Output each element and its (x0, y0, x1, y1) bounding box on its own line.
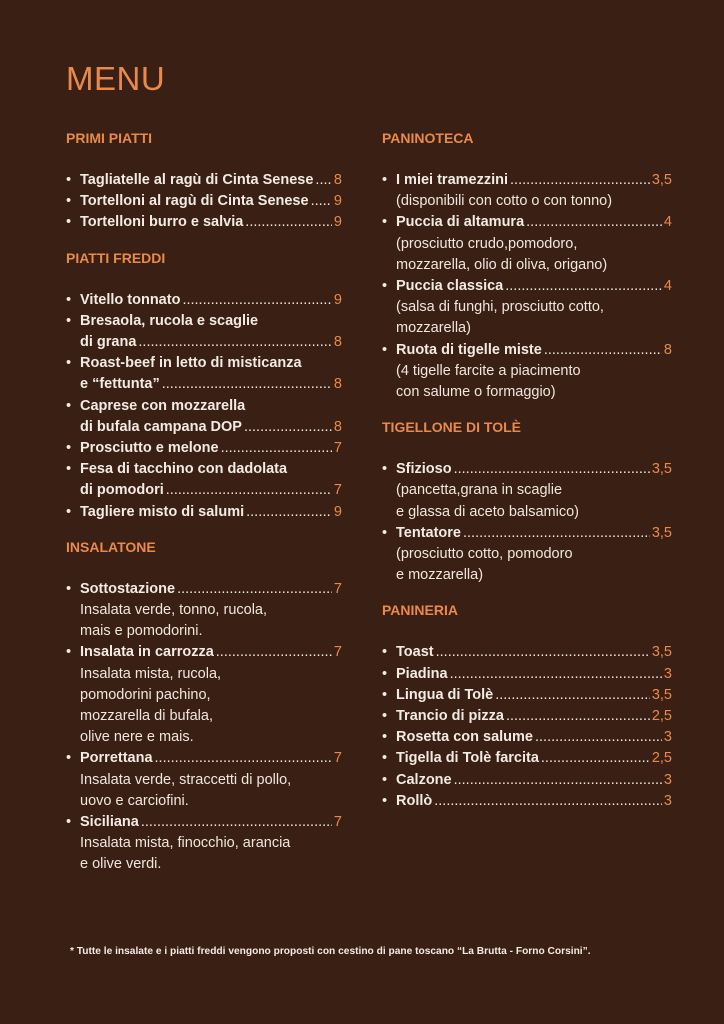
menu-title: MENU (66, 60, 166, 97)
dot-leader (141, 812, 332, 833)
item-name: Prosciutto e melone (80, 440, 219, 457)
item-name: Sottostazione (80, 580, 176, 597)
item-description: (disponibili con cotto o con tonno) (396, 193, 613, 210)
item-row (396, 770, 672, 791)
menu-item (382, 459, 672, 523)
dot-leader (463, 523, 650, 544)
item-name-line: Caprese con mozzarella (80, 397, 246, 414)
item-row (396, 791, 672, 812)
item-row (396, 340, 672, 361)
item-row (80, 438, 342, 459)
item-row (80, 748, 342, 769)
item-description: olive nere e mais. (80, 729, 194, 746)
menu-item (66, 212, 342, 233)
menu-item (382, 170, 672, 212)
dot-leader (454, 459, 650, 480)
menu-item (66, 396, 342, 438)
item-price: 4 (663, 214, 672, 231)
item-name: Tagliatelle al ragù di Cinta Senese (80, 172, 314, 188)
bullet-icon: • (66, 503, 72, 520)
item-name: I miei tramezzini (396, 172, 509, 188)
item-description: (prosciutto cotto, pomodoro (396, 546, 573, 563)
bullet-icon: • (382, 644, 388, 661)
item-name: Tagliere misto di salumi (80, 503, 245, 520)
item-description: e glassa di aceto balsamico) (396, 503, 579, 520)
dot-leader (434, 791, 662, 812)
bullet-icon: • (382, 729, 388, 746)
item-price: 3,5 (651, 524, 672, 541)
item-row (396, 685, 672, 706)
menu-section-piatti-freddi (66, 248, 342, 523)
dot-leader (182, 290, 331, 311)
item-row (396, 748, 672, 769)
item-price: 3 (663, 771, 672, 788)
item-row (80, 374, 342, 395)
item-name: Puccia classica (396, 278, 504, 295)
item-price: 3 (663, 665, 672, 682)
dot-leader (166, 480, 332, 501)
footnote: * Tutte le insalate e i piatti freddi vengono proposti con cestino di pane toscano “La Brutta - Forno Corsini”. (70, 946, 591, 957)
section-heading: PRIMI PIATTI (66, 130, 153, 146)
dot-leader (541, 748, 650, 769)
item-price: 8 (333, 334, 342, 351)
item-description: (prosciutto crudo,pomodoro, (396, 235, 578, 252)
item-price: 7 (333, 750, 342, 767)
dot-leader (526, 212, 662, 233)
item-name: Porrettana (80, 750, 153, 767)
item-row (396, 523, 672, 544)
bullet-icon: • (382, 792, 388, 809)
bullet-icon: • (382, 214, 388, 231)
dot-leader (246, 502, 332, 523)
item-name: e “fettunta” (80, 376, 160, 393)
item-name: Lingua di Tolè (396, 686, 494, 703)
menu-item (66, 459, 342, 501)
menu-item (66, 812, 342, 876)
bullet-icon: • (66, 644, 72, 661)
dot-leader (155, 748, 332, 769)
menu-section-tigellone-di-tole (382, 417, 672, 586)
menu-item (382, 685, 672, 706)
item-price: 7 (333, 644, 342, 661)
item-row (80, 579, 342, 600)
menu-item (66, 311, 342, 353)
bullet-icon: • (66, 193, 72, 210)
dot-leader (216, 642, 332, 663)
menu-item (382, 748, 672, 769)
bullet-icon: • (382, 686, 388, 703)
dot-leader (221, 438, 332, 459)
bullet-icon: • (66, 750, 72, 767)
item-price: 3 (663, 729, 672, 746)
menu-item (66, 642, 342, 748)
item-name: Sfizioso (396, 461, 452, 478)
item-name: di bufala campana DOP (80, 418, 242, 435)
item-price: 7 (333, 440, 342, 457)
right-column (382, 128, 672, 826)
item-price: 7 (333, 814, 342, 831)
item-price: 2,5 (651, 750, 672, 767)
item-price: 8 (333, 172, 342, 188)
item-description: con salume o formaggio) (396, 384, 556, 401)
item-row (396, 642, 672, 663)
bullet-icon: • (66, 172, 72, 188)
item-row (80, 417, 342, 438)
item-description: Insalata mista, rucola, (80, 665, 222, 682)
item-row (396, 706, 672, 727)
bullet-icon: • (382, 708, 388, 725)
item-price: 3,5 (651, 686, 672, 703)
dot-leader (450, 664, 662, 685)
menu-section-paninoteca (382, 128, 672, 403)
item-name: Rosetta con salume (396, 729, 533, 746)
item-name-line: Fesa di tacchino con dadolata (80, 461, 288, 478)
item-name: di pomodori (80, 482, 164, 499)
bullet-icon: • (382, 341, 388, 358)
item-price: 7 (333, 580, 342, 597)
item-name: Tortelloni al ragù di Cinta Senese (80, 193, 309, 210)
item-name-line: Roast-beef in letto di misticanza (80, 355, 302, 372)
item-price: 8 (333, 376, 342, 393)
dot-leader (162, 374, 332, 395)
item-description: Insalata verde, straccetti di pollo, (80, 771, 292, 788)
item-row (80, 480, 342, 501)
item-row (80, 290, 342, 311)
menu-item (66, 579, 342, 643)
menu-section-primi-piatti (66, 128, 342, 234)
menu-item (66, 438, 342, 459)
item-name: Ruota di tigelle miste (396, 341, 542, 358)
item-name-line: Bresaola, rucola e scaglie (80, 312, 259, 329)
section-heading: PIATTI FREDDI (66, 249, 166, 266)
menu-item (382, 706, 672, 727)
menu-item (382, 642, 672, 663)
bullet-icon: • (382, 771, 388, 788)
item-name: Siciliana (80, 814, 139, 831)
section-heading: PANINERIA (382, 602, 458, 619)
item-description: uovo e carciofini. (80, 792, 189, 809)
dot-leader (454, 770, 662, 791)
section-heading: PANINOTECA (382, 130, 474, 146)
dot-leader (535, 727, 662, 748)
dot-leader (505, 276, 662, 297)
menu-section-panineria (382, 600, 672, 812)
item-row (396, 664, 672, 685)
item-row (396, 459, 672, 480)
dot-leader (506, 706, 650, 727)
item-price: 3,5 (651, 461, 672, 478)
menu-item (66, 290, 342, 311)
bullet-icon: • (66, 814, 72, 831)
dot-leader (495, 685, 650, 706)
dot-leader (510, 170, 650, 191)
menu-item (382, 276, 672, 340)
left-column (66, 128, 342, 890)
bullet-icon: • (382, 461, 388, 478)
item-row (80, 812, 342, 833)
item-name: Rollò (396, 792, 433, 809)
menu-item (66, 353, 342, 395)
section-heading: TIGELLONE DI TOLÈ (382, 419, 521, 436)
item-row (80, 502, 342, 523)
item-description: e mozzarella) (396, 567, 484, 584)
item-name: Tentatore (396, 524, 461, 541)
item-row (80, 332, 342, 353)
item-name: Insalata in carrozza (80, 644, 214, 661)
item-description: (pancetta,grana in scaglie (396, 482, 563, 499)
dot-leader (138, 332, 332, 353)
dot-leader (244, 417, 332, 438)
item-price: 9 (333, 214, 342, 231)
item-price: 9 (333, 291, 342, 308)
item-row (80, 212, 342, 233)
menu-item (382, 523, 672, 587)
item-row (80, 170, 342, 191)
dot-leader (315, 170, 332, 191)
bullet-icon: • (66, 312, 72, 329)
bullet-icon: • (66, 291, 72, 308)
item-price: 8 (663, 341, 672, 358)
item-name: Vitello tonnato (80, 291, 181, 308)
bullet-icon: • (382, 665, 388, 682)
bullet-icon: • (66, 440, 72, 457)
item-description: mais e pomodorini. (80, 623, 203, 640)
menu-item (382, 664, 672, 685)
item-description: mozzarella, olio di oliva, origano) (396, 256, 608, 273)
bullet-icon: • (382, 172, 388, 188)
bullet-icon: • (66, 214, 72, 231)
bullet-icon: • (66, 355, 72, 372)
menu-item (382, 212, 672, 276)
item-description: (salsa di funghi, prosciutto cotto, (396, 299, 604, 316)
item-description: Insalata verde, tonno, rucola, (80, 602, 268, 619)
section-heading: INSALATONE (66, 538, 156, 555)
menu-item (66, 748, 342, 812)
dot-leader (177, 579, 332, 600)
item-price: 2,5 (651, 708, 672, 725)
dot-leader (245, 212, 332, 233)
menu-item (66, 502, 342, 523)
item-row (396, 212, 672, 233)
item-price: 3,5 (651, 172, 672, 188)
item-row (396, 170, 672, 191)
dot-leader (544, 340, 662, 361)
bullet-icon: • (382, 278, 388, 295)
item-name: Piadina (396, 665, 448, 682)
item-price: 8 (333, 418, 342, 435)
menu-item (382, 770, 672, 791)
item-price: 4 (663, 278, 672, 295)
item-description: Insalata mista, finocchio, arancia (80, 835, 291, 852)
bullet-icon: • (66, 580, 72, 597)
item-description: e olive verdi. (80, 856, 162, 873)
menu-item (382, 727, 672, 748)
item-name: Toast (396, 644, 434, 661)
item-price: 9 (333, 503, 342, 520)
item-row (80, 191, 342, 212)
item-description: (4 tigelle farcite a piacimento (396, 362, 581, 379)
item-price: 3 (663, 792, 672, 809)
item-name: Puccia di altamura (396, 214, 525, 231)
menu-item (382, 791, 672, 812)
item-row (396, 727, 672, 748)
menu-item (66, 170, 342, 191)
item-price: 3,5 (651, 644, 672, 661)
menu-item (382, 340, 672, 404)
bullet-icon: • (66, 461, 72, 478)
item-name: Tigella di Tolè farcita (396, 750, 539, 767)
item-description: pomodorini pachino, (80, 686, 211, 703)
menu-item (66, 191, 342, 212)
dot-leader (436, 642, 650, 663)
item-description: mozzarella di bufala, (80, 708, 213, 725)
bullet-icon: • (382, 524, 388, 541)
item-price: 7 (333, 482, 342, 499)
bullet-icon: • (66, 397, 72, 414)
item-price: 9 (333, 193, 342, 210)
menu-section-insalatone (66, 537, 342, 876)
item-row (396, 276, 672, 297)
item-name: Tortelloni burro e salvia (80, 214, 244, 231)
item-row (80, 642, 342, 663)
bullet-icon: • (382, 750, 388, 767)
item-name: Calzone (396, 771, 452, 788)
dot-leader (311, 191, 332, 212)
item-name: Trancio di pizza (396, 708, 504, 725)
item-description: mozzarella) (396, 320, 471, 337)
item-name: di grana (80, 334, 137, 351)
